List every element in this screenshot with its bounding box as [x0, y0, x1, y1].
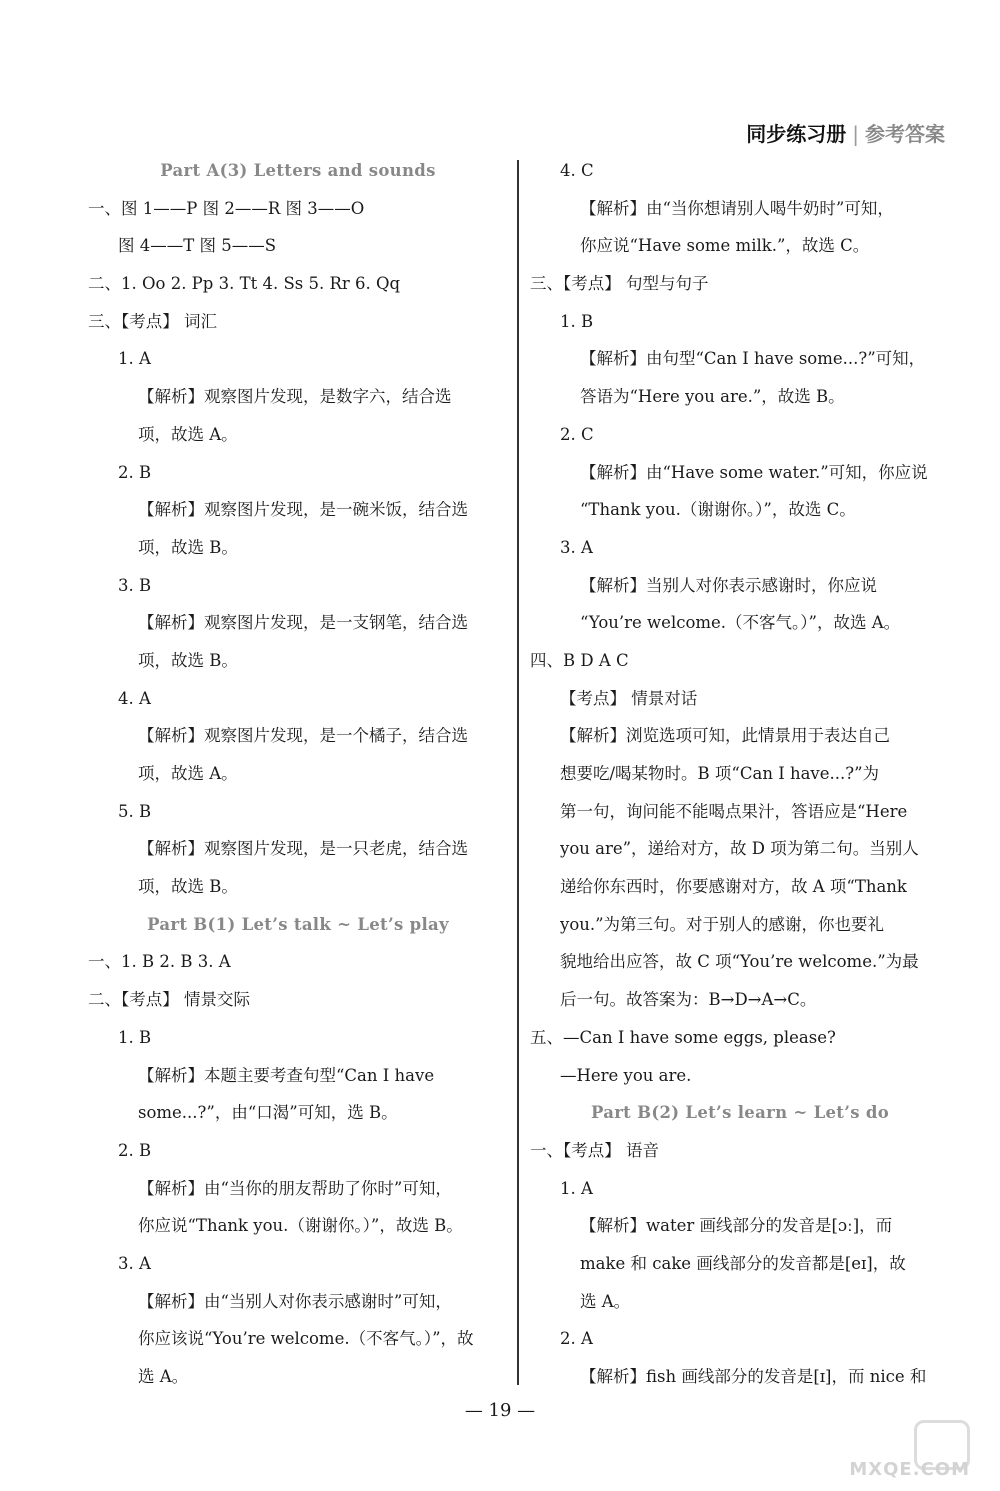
text-line: 选 A。: [580, 1291, 631, 1311]
text-line: 1. A: [560, 1178, 593, 1198]
text-line: 2. B: [118, 1140, 152, 1160]
right-column: [530, 152, 950, 1396]
text-line: —Here you are.: [560, 1065, 692, 1085]
text-line: 项，故选 B。: [138, 877, 238, 897]
text-line: 三、【考点】 句型与句子: [530, 274, 709, 294]
text-line: 【解析】由“当别人对你表示感谢时”可知，: [138, 1291, 452, 1311]
text-line: 【解析】观察图片发现，是一碗米饭，结合选: [138, 500, 468, 520]
header-subtitle: 参考答案: [865, 122, 945, 146]
text-line: 你应说“Thank you.（谢谢你。）”，故选 B。: [138, 1216, 463, 1236]
text-line: 【解析】观察图片发现，是一支钢笔，结合选: [138, 613, 468, 633]
text-line: 五、—Can I have some eggs, please?: [530, 1027, 836, 1047]
header-title: 同步练习册: [746, 122, 847, 146]
text-line: 项，故选 A。: [138, 424, 238, 444]
text-line: 项，故选 B。: [138, 537, 238, 557]
text-line: 选 A。: [138, 1367, 189, 1386]
watermark-logo: [800, 1420, 970, 1480]
text-line: you are”，递给对方，故 D 项为第二句。当别人: [560, 839, 919, 859]
text-line: 一、1. B 2. B 3. A: [88, 952, 231, 972]
text-line: 四、B D A C: [530, 650, 629, 670]
text-line: 1. A: [118, 349, 151, 369]
text-line: 想要吃/喝某物时。B 项“Can I have...?”为: [560, 764, 880, 783]
text-line: 5. B: [118, 801, 152, 821]
text-line: 一、【考点】 语音: [530, 1140, 659, 1160]
left-column: [88, 152, 508, 1396]
text-line: “You’re welcome.（不客气。）”，故选 A。: [580, 613, 901, 633]
text-line: 第一句，询问能不能喝点果汁，答语应是“Here: [560, 801, 908, 821]
text-line: 项，故选 A。: [138, 764, 238, 783]
text-line: 1. B: [118, 1027, 152, 1047]
text-line: 【解析】观察图片发现，是数字六，结合选: [138, 387, 452, 407]
text-line: 2. A: [560, 1329, 593, 1349]
page-number: — 19 —: [464, 1400, 536, 1421]
text-line: 二、【考点】 情景交际: [88, 990, 250, 1010]
text-line: 你应该说“You’re welcome.（不客气。）”，故: [138, 1329, 474, 1349]
text-line: 【解析】当别人对你表示感谢时，你应说: [580, 575, 877, 595]
page-header: [746, 118, 945, 147]
text-line: you.”为第三句。对于别人的感谢，你也要礼: [560, 914, 885, 934]
section-heading: Part B(1) Let’s talk ~ Let’s play: [147, 914, 449, 934]
text-line: 二、1. Oo 2. Pp 3. Tt 4. Ss 5. Rr 6. Qq: [88, 274, 401, 294]
header-separator: |: [852, 122, 859, 146]
text-line: 3. A: [118, 1253, 151, 1273]
watermark-text: MXQE.COM: [849, 1459, 970, 1480]
text-line: 3. A: [560, 537, 593, 557]
text-line: 4. A: [118, 688, 151, 708]
text-line: 【解析】fish 画线部分的发音是[ɪ]，而 nice 和: [580, 1367, 927, 1386]
text-line: “Thank you.（谢谢你。）”，故选 C。: [580, 500, 856, 520]
section-heading: Part B(2) Let’s learn ~ Let’s do: [590, 1103, 890, 1123]
text-line: 【解析】由“Have some water.”可知，你应说: [580, 462, 928, 482]
text-line: 【解析】由“当你想请别人喝牛奶时”可知，: [580, 198, 894, 218]
text-line: 三、【考点】 词汇: [88, 311, 217, 331]
column-divider: [517, 160, 519, 1385]
section-heading: Part A(3) Letters and sounds: [160, 161, 436, 180]
text-line: 【考点】 情景对话: [560, 688, 698, 708]
text-line: 【解析】由“当你的朋友帮助了你时”可知，: [138, 1178, 452, 1198]
text-line: 貌地给出应答，故 C 项“You’re welcome.”为最: [560, 952, 919, 972]
text-line: 【解析】观察图片发现，是一只老虎，结合选: [138, 839, 468, 859]
text-line: 【解析】本题主要考查句型“Can I have: [138, 1065, 435, 1085]
text-line: 【解析】由句型“Can I have some...?”可知，: [580, 349, 926, 369]
text-line: some...?”，由“口渴”可知，选 B。: [138, 1103, 398, 1123]
text-line: 3. B: [118, 575, 152, 595]
text-line: 图 4——T 图 5——S: [118, 236, 277, 256]
text-line: 1. B: [560, 311, 594, 331]
text-line: 【解析】观察图片发现，是一个橘子，结合选: [138, 726, 468, 746]
text-line: 一、图 1——P 图 2——R 图 3——O: [88, 198, 365, 218]
text-line: 你应说“Have some milk.”，故选 C。: [580, 236, 870, 256]
text-line: 递给你东西时，你要感谢对方，故 A 项“Thank: [560, 877, 907, 897]
text-line: 2. B: [118, 462, 152, 482]
text-line: 后一句。故答案为：B→D→A→C。: [560, 990, 817, 1010]
text-line: make 和 cake 画线部分的发音都是[eɪ]，故: [580, 1253, 906, 1273]
text-line: 2. C: [560, 424, 594, 444]
text-line: 【解析】浏览选项可知，此情景用于表达自己: [560, 726, 890, 746]
text-line: 项，故选 B。: [138, 650, 238, 670]
text-line: 4. C: [560, 161, 594, 180]
text-line: 【解析】water 画线部分的发音是[ɔː]，而: [580, 1216, 893, 1236]
text-line: 答语为“Here you are.”，故选 B。: [580, 387, 845, 407]
